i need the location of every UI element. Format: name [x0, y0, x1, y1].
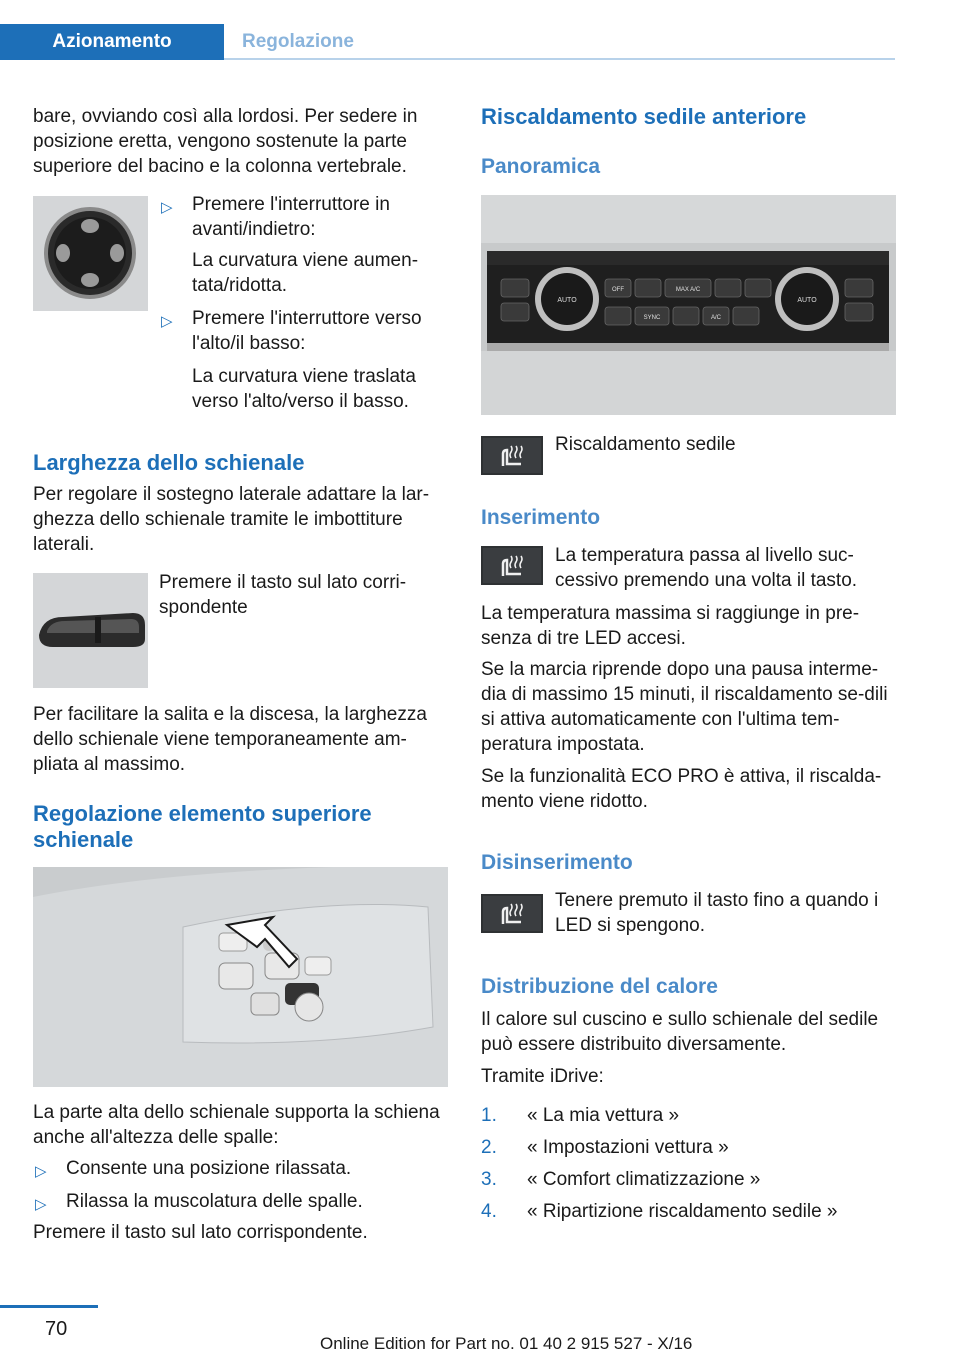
switch-off-text: Tenere premuto il tasto fino a quando i LED si spengono. — [555, 890, 879, 936]
upper-backrest-paragraph: La parte alta dello schienale supporta la schiena anche all'altezza delle spalle: — [33, 1102, 440, 1148]
upper-bullet-1: Consente una posizione rilassata. — [66, 1158, 352, 1179]
backrest-width-heading: Larghezza dello schienale — [33, 450, 305, 475]
bullet-triangle-icon: ▷ — [161, 313, 173, 330]
header-divider — [224, 58, 895, 60]
edition-text: Online Edition for Part no. 01 40 2 915 527 - X/16 — [320, 1334, 693, 1353]
switch-on-paragraph-1: La temperatura massima si raggiunge in pre‐senza di tre LED accesi. — [481, 603, 860, 649]
sync-label: SYNC — [643, 315, 661, 321]
seat-heating-icon — [481, 436, 543, 475]
switch-on-text: La temperatura passa al livello suc‐cessivo premendo una volta il tasto. — [555, 545, 858, 591]
page-number: 70 — [45, 1318, 68, 1340]
step-text[interactable]: « Impostazioni vettura » — [527, 1137, 729, 1158]
lumbar-bullet-1: Premere l'interruttore in avanti/indietro: — [192, 194, 390, 240]
heat-distribution-paragraph: Il calore sul cuscino e sullo schienale del sedile può essere distribuito diversamente. — [481, 1009, 879, 1055]
overview-heading: Panoramica — [481, 155, 601, 178]
width-paragraph-2: Per facilitare la salita e la discesa, la larghezza dello schienale viene temporaneamente am‐pliata al massimo. — [33, 704, 427, 775]
step-number: 4. — [481, 1201, 497, 1222]
auto-label-left: AUTO — [557, 297, 577, 304]
width-button-image — [33, 573, 148, 688]
bullet-triangle-icon: ▷ — [35, 1163, 47, 1180]
max-ac-label: MAX A/C — [675, 287, 701, 293]
bullet-triangle-icon: ▷ — [35, 1196, 47, 1213]
idrive-intro: Tramite iDrive: — [481, 1066, 604, 1087]
step-text[interactable]: « La mia vettura » — [527, 1105, 680, 1126]
upper-bullet-2: Rilassa la muscolatura delle spalle. — [66, 1191, 363, 1212]
seat-heating-heading: Riscaldamento sedile anteriore — [481, 104, 807, 129]
switch-off-heading: Disinserimento — [481, 851, 633, 874]
lumbar-bullet-2-sub: La curvatura viene traslata verso l'alto/verso il basso. — [192, 366, 416, 412]
heat-distribution-heading: Distribuzione del calore — [481, 975, 718, 998]
seat-heating-icon — [481, 894, 543, 933]
tab-regolazione[interactable]: Regolazione — [242, 31, 354, 52]
step-text[interactable]: « Ripartizione riscaldamento sedile » — [527, 1201, 838, 1222]
step-number: 3. — [481, 1169, 497, 1190]
auto-label-right: AUTO — [797, 297, 817, 304]
bullet-triangle-icon: ▷ — [161, 199, 173, 216]
lumbar-bullet-2: Premere l'interruttore verso l'alto/il basso: — [192, 308, 422, 354]
step-number: 1. — [481, 1105, 497, 1126]
backrest-width-paragraph: Per regolare il sostegno laterale adattare la lar‐ghezza dello schienale tramite le imbottiture laterali. — [33, 484, 430, 555]
footer-divider — [0, 1305, 98, 1308]
climate-panel-image — [481, 195, 896, 415]
upper-backrest-paragraph-2: Premere il tasto sul lato corrispondente. — [33, 1222, 368, 1243]
seat-heating-icon — [481, 546, 543, 585]
switch-on-paragraph-2: Se la marcia riprende dopo una pausa interme‐dia di massimo 15 minuti, il riscaldamento se‐dili si attiva automaticamente con l'ultima tem‐peratura impostata. — [481, 659, 888, 755]
lumbar-bullet-1-sub: La curvatura viene aumen‐tata/ridotta. — [192, 250, 419, 296]
switch-on-heading: Inserimento — [481, 506, 601, 529]
seat-heating-label: Riscaldamento sedile — [555, 434, 736, 455]
intro-paragraph: bare, ovviando così alla lordosi. Per sedere in posizione eretta, vengono sostenute la parte superiore del bacino e la colonna vertebrale. — [33, 106, 418, 177]
seat-controls-image — [33, 867, 448, 1087]
page-header — [0, 0, 895, 62]
ac-label: A/C — [710, 315, 722, 321]
width-button-text: Premere il tasto sul lato corri‐spondente — [159, 572, 407, 618]
lumbar-switch-image — [33, 196, 148, 311]
off-label: OFF — [612, 287, 624, 293]
step-number: 2. — [481, 1137, 497, 1158]
step-text[interactable]: « Comfort climatizzazione » — [527, 1169, 761, 1190]
tab-azionamento[interactable]: Azionamento — [0, 24, 224, 60]
switch-on-paragraph-3: Se la funzionalità ECO PRO è attiva, il riscalda‐mento viene ridotto. — [481, 766, 882, 812]
upper-backrest-heading: Regolazione elemento superiore schienale — [33, 801, 372, 852]
